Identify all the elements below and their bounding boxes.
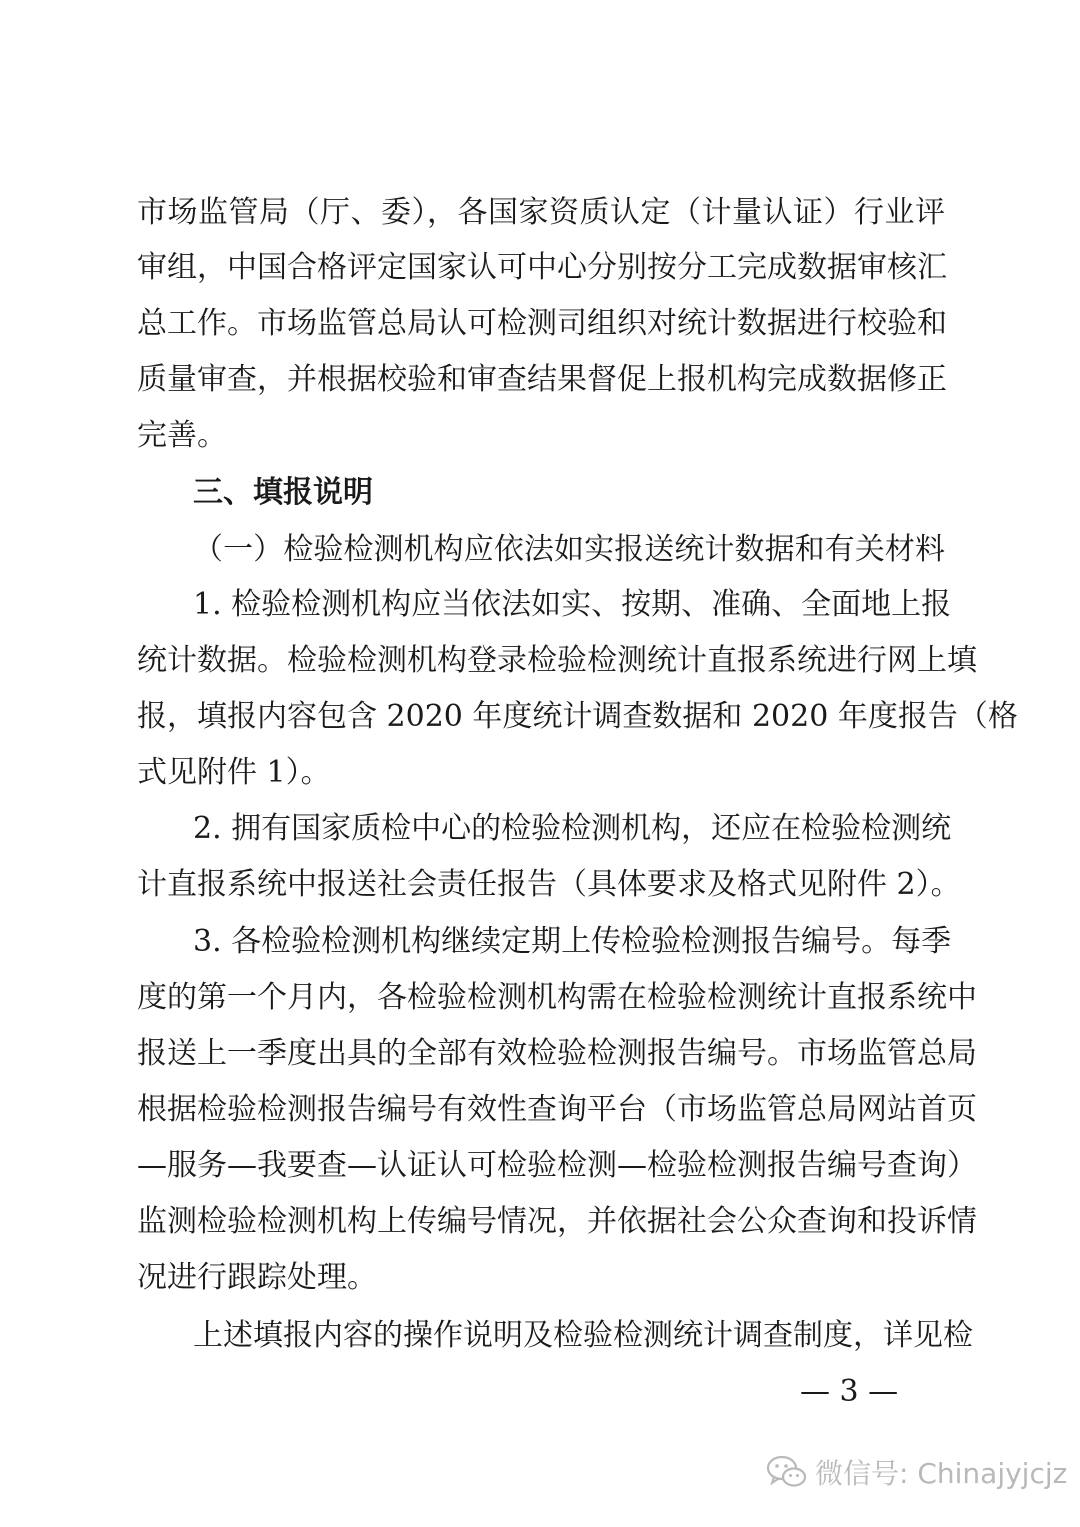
section-heading: 三、填报说明 (193, 475, 373, 510)
body-text-line: 完善。 (137, 418, 227, 453)
body-text-line: 根据检验检测报告编号有效性查询平台（市场监管总局网站首页 (137, 1092, 977, 1127)
body-text-line: 审组，中国合格评定国家认可中心分别按分工完成数据审核汇 (137, 250, 947, 285)
body-text-line: 上述填报内容的操作说明及检验检测统计调查制度，详见检 (193, 1318, 973, 1353)
wechat-watermark (765, 1450, 1067, 1494)
body-text-line: —服务—我要查—认证认可检验检测—检验检测报告编号查询） (137, 1148, 977, 1183)
body-text-line: 报送上一季度出具的全部有效检验检测报告编号。市场监管总局 (137, 1036, 977, 1071)
body-text-line: 况进行跟踪处理。 (137, 1260, 377, 1295)
body-text-line: 质量审查，并根据校验和审查结果督促上报机构完成数据修正 (137, 362, 947, 397)
body-text-line: 度的第一个月内，各检验检测机构需在检验检测统计直报系统中 (137, 980, 977, 1015)
body-text-line: 统计数据。检验检测机构登录检验检测统计直报系统进行网上填 (137, 643, 977, 678)
page-number: — 3 — (800, 1374, 899, 1409)
body-text-line: 总工作。市场监管总局认可检测司组织对统计数据进行校验和 (137, 306, 947, 341)
body-text-line: 报，填报内容包含 2020 年度统计调查数据和 2020 年度报告（格 (137, 699, 1018, 734)
subsection-heading: （一）检验检测机构应依法如实报送统计数据和有关材料 (193, 532, 945, 567)
body-text-line: 市场监管局（厅、委），各国家资质认定（计量认证）行业评 (137, 195, 945, 230)
wechat-icon (765, 1454, 809, 1490)
body-text-line: 式见附件 1）。 (137, 755, 331, 790)
watermark-text: 微信号: Chinajyjcjz (815, 1457, 1068, 1490)
body-text-line: 监测检验检测机构上传编号情况，并依据社会公众查询和投诉情 (137, 1204, 977, 1239)
body-text-line: 2. 拥有国家质检中心的检验检测机构，还应在检验检测统 (193, 811, 952, 846)
body-text-line: 3. 各检验检测机构继续定期上传检验检测报告编号。每季 (193, 924, 952, 959)
body-text-line: 1. 检验检测机构应当依法如实、按期、准确、全面地上报 (193, 587, 952, 622)
body-text-line: 计直报系统中报送社会责任报告（具体要求及格式见附件 2）。 (137, 867, 961, 902)
